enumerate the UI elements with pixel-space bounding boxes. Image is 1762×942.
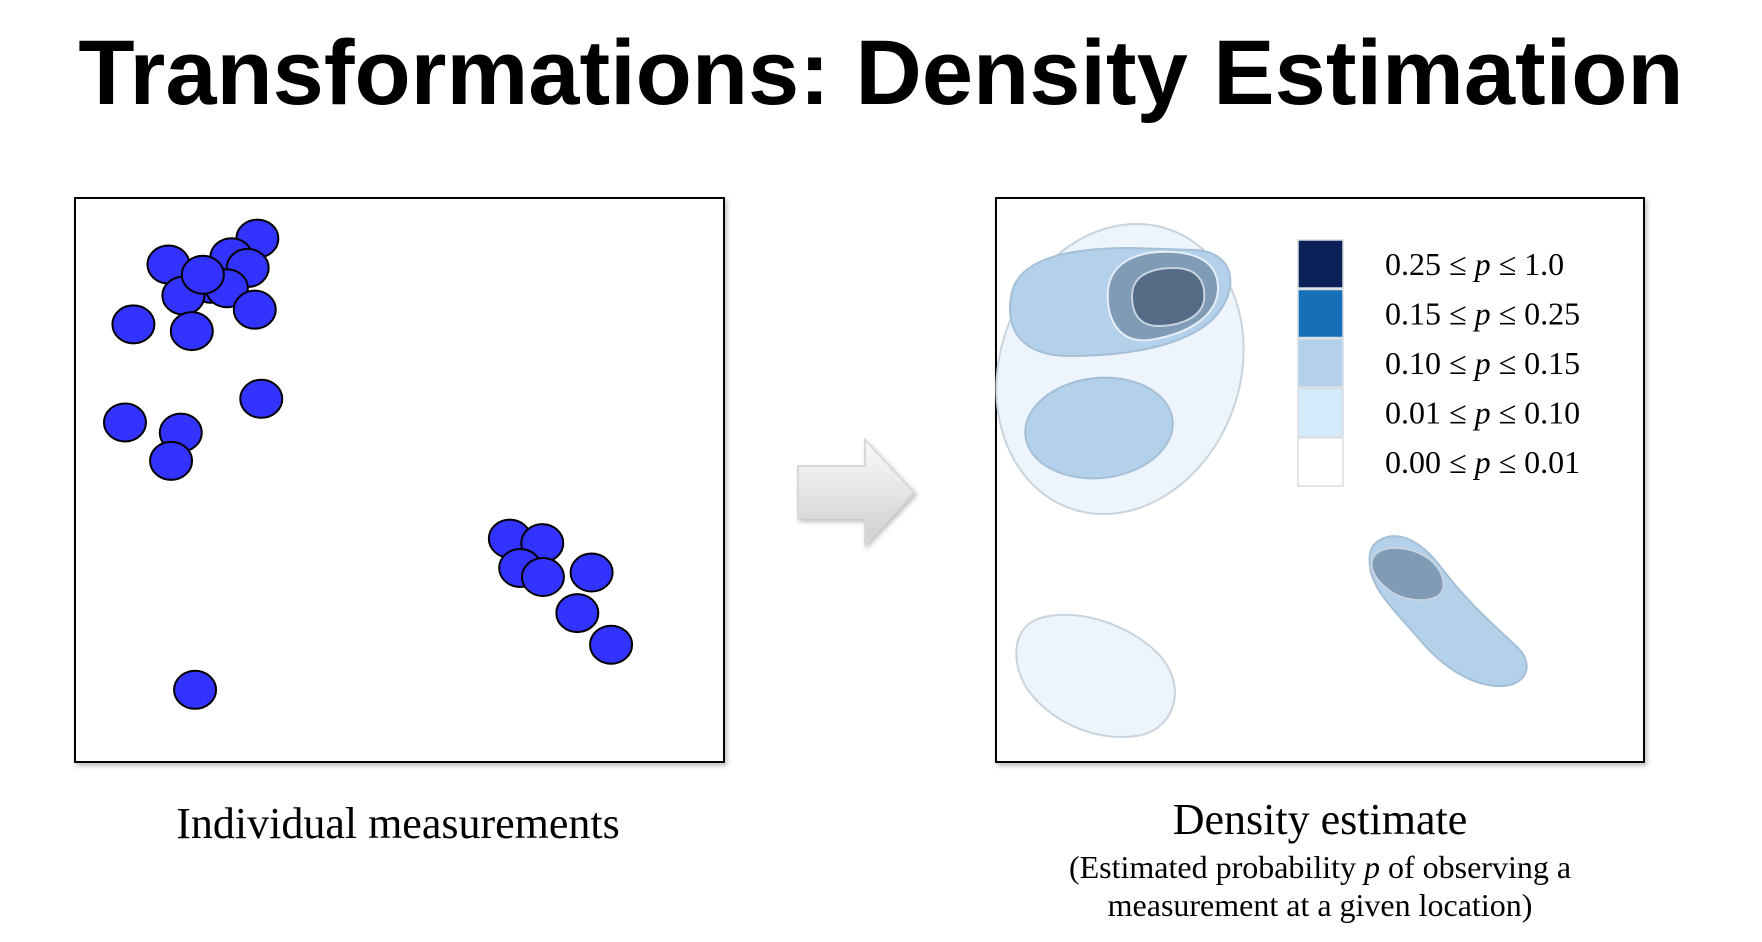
- right-panel-subcaption-line1: [1069, 849, 1571, 885]
- measurement-point: [590, 626, 632, 664]
- legend-label: [1385, 296, 1580, 332]
- left-panel-caption: Individual measurements: [176, 799, 620, 848]
- measurement-point: [104, 403, 146, 441]
- legend-swatch: [1298, 240, 1343, 288]
- legend-lower-bound: 0.00 ≤: [1385, 444, 1475, 480]
- legend-p-symbol: p: [1474, 345, 1491, 381]
- density-region-upper-core: [1132, 268, 1204, 326]
- subcaption-part-1: (Estimated probability: [1068, 849, 1364, 885]
- legend-swatch: [1298, 290, 1343, 338]
- legend-upper-bound: ≤ 0.10: [1490, 394, 1581, 431]
- measurement-point: [174, 671, 216, 709]
- transform-arrow: [798, 440, 914, 544]
- measurement-point: [234, 291, 276, 329]
- legend-lower-bound: 0.25 ≤: [1385, 246, 1475, 282]
- measurement-point: [240, 380, 282, 418]
- measurement-point: [571, 553, 613, 591]
- legend-label: [1385, 345, 1580, 381]
- legend-p-symbol: p: [1474, 295, 1491, 332]
- measurement-point: [171, 312, 213, 350]
- legend-upper-bound: ≤ 1.0: [1490, 246, 1565, 282]
- subcaption-p-symbol: p: [1363, 849, 1380, 885]
- legend-p-symbol: p: [1474, 246, 1491, 282]
- legend-swatch: [1298, 339, 1343, 387]
- measurement-point: [150, 442, 192, 480]
- page-title: Transformations: Density Estimation: [78, 22, 1684, 124]
- legend-upper-bound: ≤ 0.25: [1490, 295, 1581, 332]
- measurement-point: [556, 594, 598, 632]
- measurement-point: [112, 305, 154, 343]
- right-panel-subcaption-line2: measurement at a given location): [1107, 887, 1533, 923]
- legend-p-symbol: p: [1474, 394, 1491, 431]
- subcaption-part-2: of observing a: [1379, 849, 1572, 885]
- legend-label: [1385, 395, 1580, 431]
- legend-swatch: [1298, 438, 1343, 486]
- legend-upper-bound: ≤ 0.15: [1490, 345, 1581, 381]
- legend-label: [1385, 246, 1564, 282]
- measurement-point: [522, 558, 564, 596]
- legend-p-symbol: p: [1474, 444, 1491, 480]
- measurement-point: [182, 256, 224, 294]
- density-legend: [1298, 240, 1580, 486]
- left-panel: [75, 198, 724, 848]
- legend-lower-bound: 0.15 ≤: [1385, 295, 1475, 332]
- legend-lower-bound: 0.01 ≤: [1385, 394, 1475, 431]
- legend-upper-bound: ≤ 0.01: [1490, 444, 1581, 480]
- legend-lower-bound: 0.10 ≤: [1385, 345, 1475, 381]
- right-panel: [957, 189, 1644, 923]
- right-panel-caption: Density estimate: [1172, 795, 1468, 844]
- legend-label: [1385, 444, 1580, 480]
- legend-swatch: [1298, 389, 1343, 437]
